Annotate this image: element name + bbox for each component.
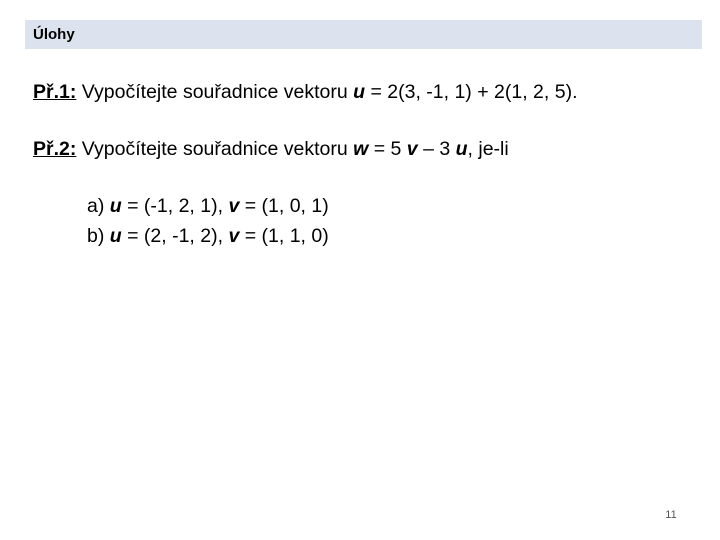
header-bar bbox=[25, 20, 702, 49]
task-2-vector-u: u bbox=[455, 138, 468, 160]
subtask-a-u-value: = (-1, 2, 1), bbox=[121, 195, 229, 217]
task-2-vector-w: w bbox=[353, 138, 369, 160]
subtask-a-prefix: a) bbox=[87, 195, 110, 217]
subtask-b-v-name: v bbox=[228, 225, 240, 247]
task-2 bbox=[33, 137, 509, 161]
task-1 bbox=[33, 80, 577, 104]
subtask-b-u-value: = (2, -1, 2), bbox=[121, 225, 229, 247]
subtask-b-u-name: u bbox=[109, 225, 122, 247]
subtask-a-v-value: = (1, 0, 1) bbox=[239, 195, 329, 217]
subtask-b-prefix: b) bbox=[87, 225, 110, 247]
task-1-text: Vypočítejte souřadnice vektoru bbox=[76, 81, 354, 103]
subtask-a-v-name: v bbox=[228, 195, 240, 217]
task-2-vector-v: v bbox=[406, 138, 418, 160]
slide-number: 11 bbox=[665, 509, 677, 521]
task-2-suffix: , je-li bbox=[467, 138, 509, 160]
task-2-equation-part-1: = 5 bbox=[368, 138, 407, 160]
subtask-a bbox=[87, 194, 329, 218]
page-title: Úlohy bbox=[33, 26, 75, 43]
task-2-text: Vypočítejte souřadnice vektoru bbox=[76, 138, 354, 160]
subtask-b-v-value: = (1, 1, 0) bbox=[239, 225, 329, 247]
task-1-vector-u: u bbox=[353, 81, 366, 103]
task-1-equation: = 2(3, -1, 1) + 2(1, 2, 5). bbox=[365, 81, 578, 103]
task-2-equation-part-2: – 3 bbox=[417, 138, 456, 160]
subtask-a-u-name: u bbox=[109, 195, 122, 217]
task-1-label: Př.1: bbox=[33, 81, 77, 103]
task-2-label: Př.2: bbox=[33, 138, 77, 160]
subtask-b bbox=[87, 224, 329, 248]
